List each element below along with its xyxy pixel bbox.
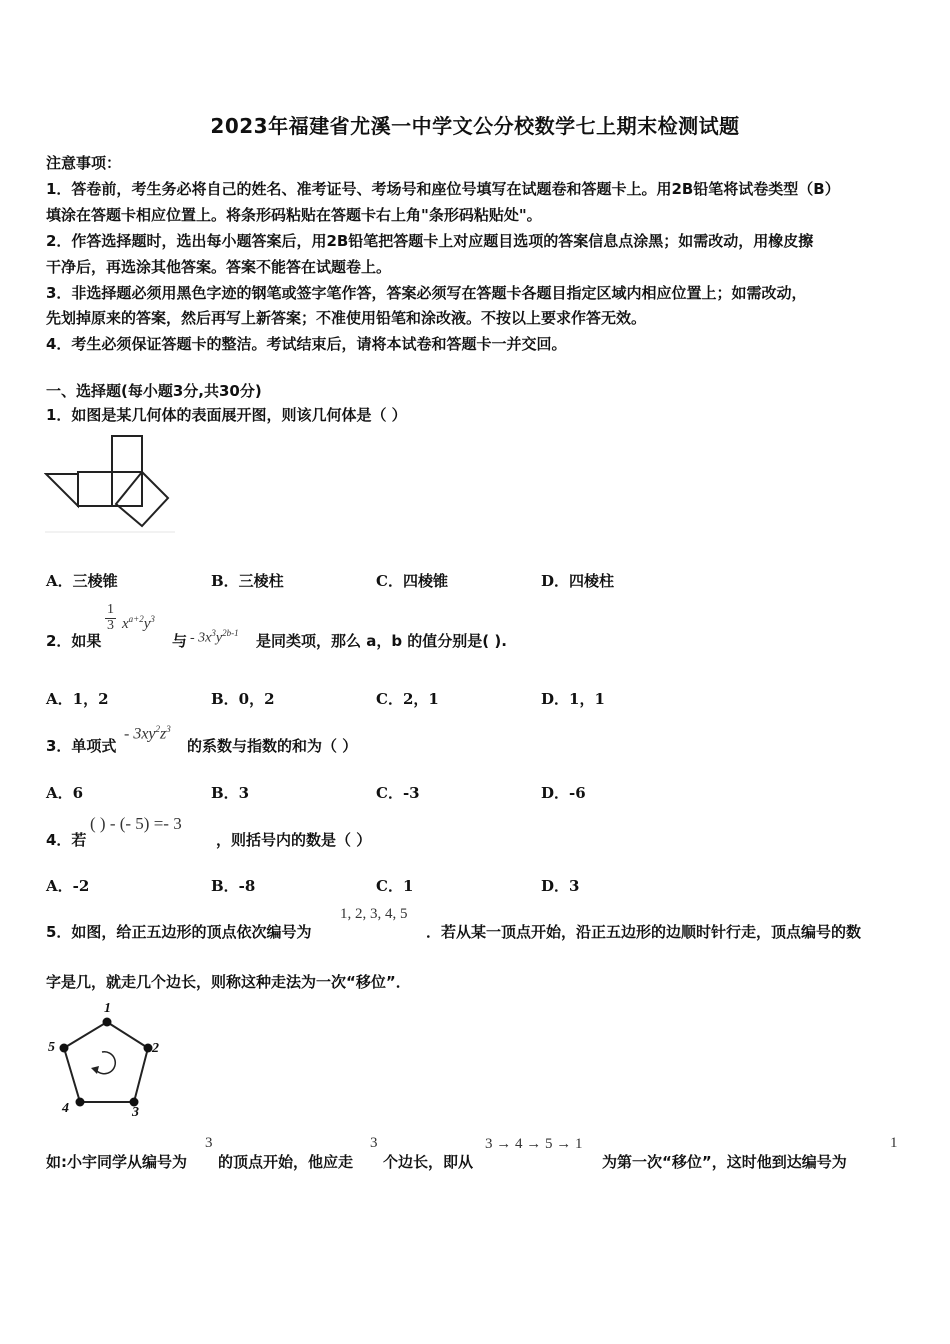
q5-line1-prefix: 5．如图，给正五边形的顶点依次编号为: [46, 923, 312, 941]
q3-expr-base: - 3xy: [124, 725, 156, 743]
q1-option-c[interactable]: C．四棱锥: [376, 572, 448, 590]
q3-option-d[interactable]: D．-6: [541, 784, 586, 802]
notice-line-6: 先划掉原来的答案，然后再写上新答案；不准使用铅笔和涂改液。不按以上要求作答无效。: [46, 309, 647, 327]
q5-vertex-numbers: 1, 2, 3, 4, 5: [340, 906, 408, 922]
section-heading: 一、选择题(每小题3分,共30分): [46, 382, 262, 400]
q5-example-value-2: 3: [370, 1135, 378, 1151]
q5-example-part-3: 个边长，即从: [383, 1153, 474, 1171]
q2-option-c[interactable]: C．2，1: [376, 690, 439, 708]
clockwise-arrow-icon: [96, 1052, 115, 1074]
q5-example-value-1: 3: [205, 1135, 213, 1151]
q4-option-b[interactable]: B．-8: [211, 877, 256, 895]
pentagon-diagram: [44, 998, 174, 1120]
q5-example-part-1: 如:小宇同学从编号为: [46, 1153, 187, 1171]
vertex-5-dot: [60, 1044, 69, 1053]
notice-heading: 注意事项：: [46, 154, 122, 172]
notice-line-4: 干净后，再选涂其他答案。答案不能答在试题卷上。: [46, 258, 392, 276]
q2-option-a[interactable]: A．1，2: [46, 690, 109, 708]
q4-suffix: ，则括号内的数是（ ）: [216, 831, 372, 849]
q2-y-exponent: 3: [150, 614, 155, 624]
vertex-label-5: 5: [48, 1040, 55, 1055]
q1-option-b[interactable]: B．三棱柱: [211, 572, 284, 590]
notice-line-5: 3．非选择题必须用黑色字迹的钢笔或签字笔作答，答案必须写在答题卡各题目指定区域内相应位置上；如需改动，: [46, 284, 807, 302]
q2-expr2-y: y: [215, 630, 223, 646]
vertex-1-dot: [103, 1018, 112, 1027]
question-1-text: 1．如图是某几何体的表面展开图，则该几何体是（ ）: [46, 406, 407, 424]
q2-expr2-exponent: 3: [211, 628, 216, 638]
q2-frac-den: 3: [107, 618, 114, 633]
vertex-label-3: 3: [132, 1105, 139, 1120]
q5-example-value-3: 1: [890, 1135, 898, 1151]
q3-suffix: 的系数与指数的和为（ ）: [187, 737, 358, 755]
vertex-label-4: 4: [62, 1101, 69, 1116]
q2-x: x: [122, 616, 129, 632]
q3-y-exponent: 2: [155, 724, 161, 734]
q4-equation: ( ) - (- 5) =- 3: [90, 814, 182, 833]
q2-expr2-y-exponent: 2b-1: [222, 628, 239, 638]
vertex-label-1: 1: [104, 1001, 111, 1016]
q2-prefix: 2．如果: [46, 632, 102, 650]
q5-example-part-2: 的顶点开始，他应走: [218, 1153, 354, 1171]
q2-y: y: [143, 616, 151, 632]
q2-expr2-base: - 3x: [190, 630, 212, 646]
q2-x-exponent: a+2: [128, 614, 144, 624]
q2-expression-2: [190, 628, 239, 647]
notice-line-1: 1．答卷前，考生务必将自己的姓名、准考证号、考场号和座位号填写在试题卷和答题卡上。用2B铅笔将试卷类型（B）: [46, 180, 840, 198]
q3-option-a[interactable]: A．6: [46, 784, 84, 802]
q5-line1-suffix: ．若从某一顶点开始，沿正五边形的边顺时针行走，顶点编号的数: [426, 923, 862, 941]
q5-line2: 字是几，就走几个边长，则称这种走法为一次“移位”．: [46, 973, 411, 991]
q4-option-d[interactable]: D．3: [541, 877, 580, 895]
q2-option-b[interactable]: B．0，2: [211, 690, 275, 708]
q4-prefix: 4．若: [46, 831, 87, 849]
q2-fraction: [105, 603, 116, 633]
q2-mid: 与: [172, 632, 188, 650]
vertex-4-dot: [76, 1098, 85, 1107]
q2-suffix: 是同类项，那么 a，b 的值分别是( ).: [256, 632, 507, 650]
q3-z-exponent: 3: [166, 724, 171, 734]
vertex-label-2: 2: [152, 1041, 159, 1056]
q4-option-a[interactable]: A．-2: [46, 877, 90, 895]
q3-option-b[interactable]: B．3: [211, 784, 250, 802]
q2-option-d[interactable]: D．1，1: [541, 690, 605, 708]
net-diagram: [44, 432, 176, 538]
q5-example-part-4: 为第一次“移位”，这时他到达编号为: [602, 1153, 847, 1171]
q1-option-d[interactable]: D．四棱柱: [541, 572, 615, 590]
notice-line-7: 4．考生必须保证答题卡的整洁。考试结束后，请将本试卷和答题卡一并交回。: [46, 335, 567, 353]
q2-frac-num: 1: [107, 602, 114, 617]
q1-option-a[interactable]: A．三棱锥: [46, 572, 118, 590]
page-title: 2023年福建省尤溪一中学文公分校数学七上期末检测试题: [210, 114, 740, 138]
notice-line-2: 填涂在答题卡相应位置上。将条形码粘贴在答题卡右上角"条形码粘贴处"。: [46, 206, 542, 224]
q3-option-c[interactable]: C．-3: [376, 784, 420, 802]
q2-expression-1: [122, 614, 155, 633]
q4-option-c[interactable]: C．1: [376, 877, 414, 895]
notice-line-3: 2．作答选择题时，选出每小题答案后，用2B铅笔把答题卡上对应题目选项的答案信息点涂黑；如需改动，用橡皮擦: [46, 232, 814, 250]
q3-z: z: [160, 725, 167, 743]
q5-example-sequence: 3 → 4 → 5 → 1: [485, 1136, 583, 1152]
q3-expression: [124, 724, 171, 743]
q3-prefix: 3．单项式: [46, 737, 117, 755]
